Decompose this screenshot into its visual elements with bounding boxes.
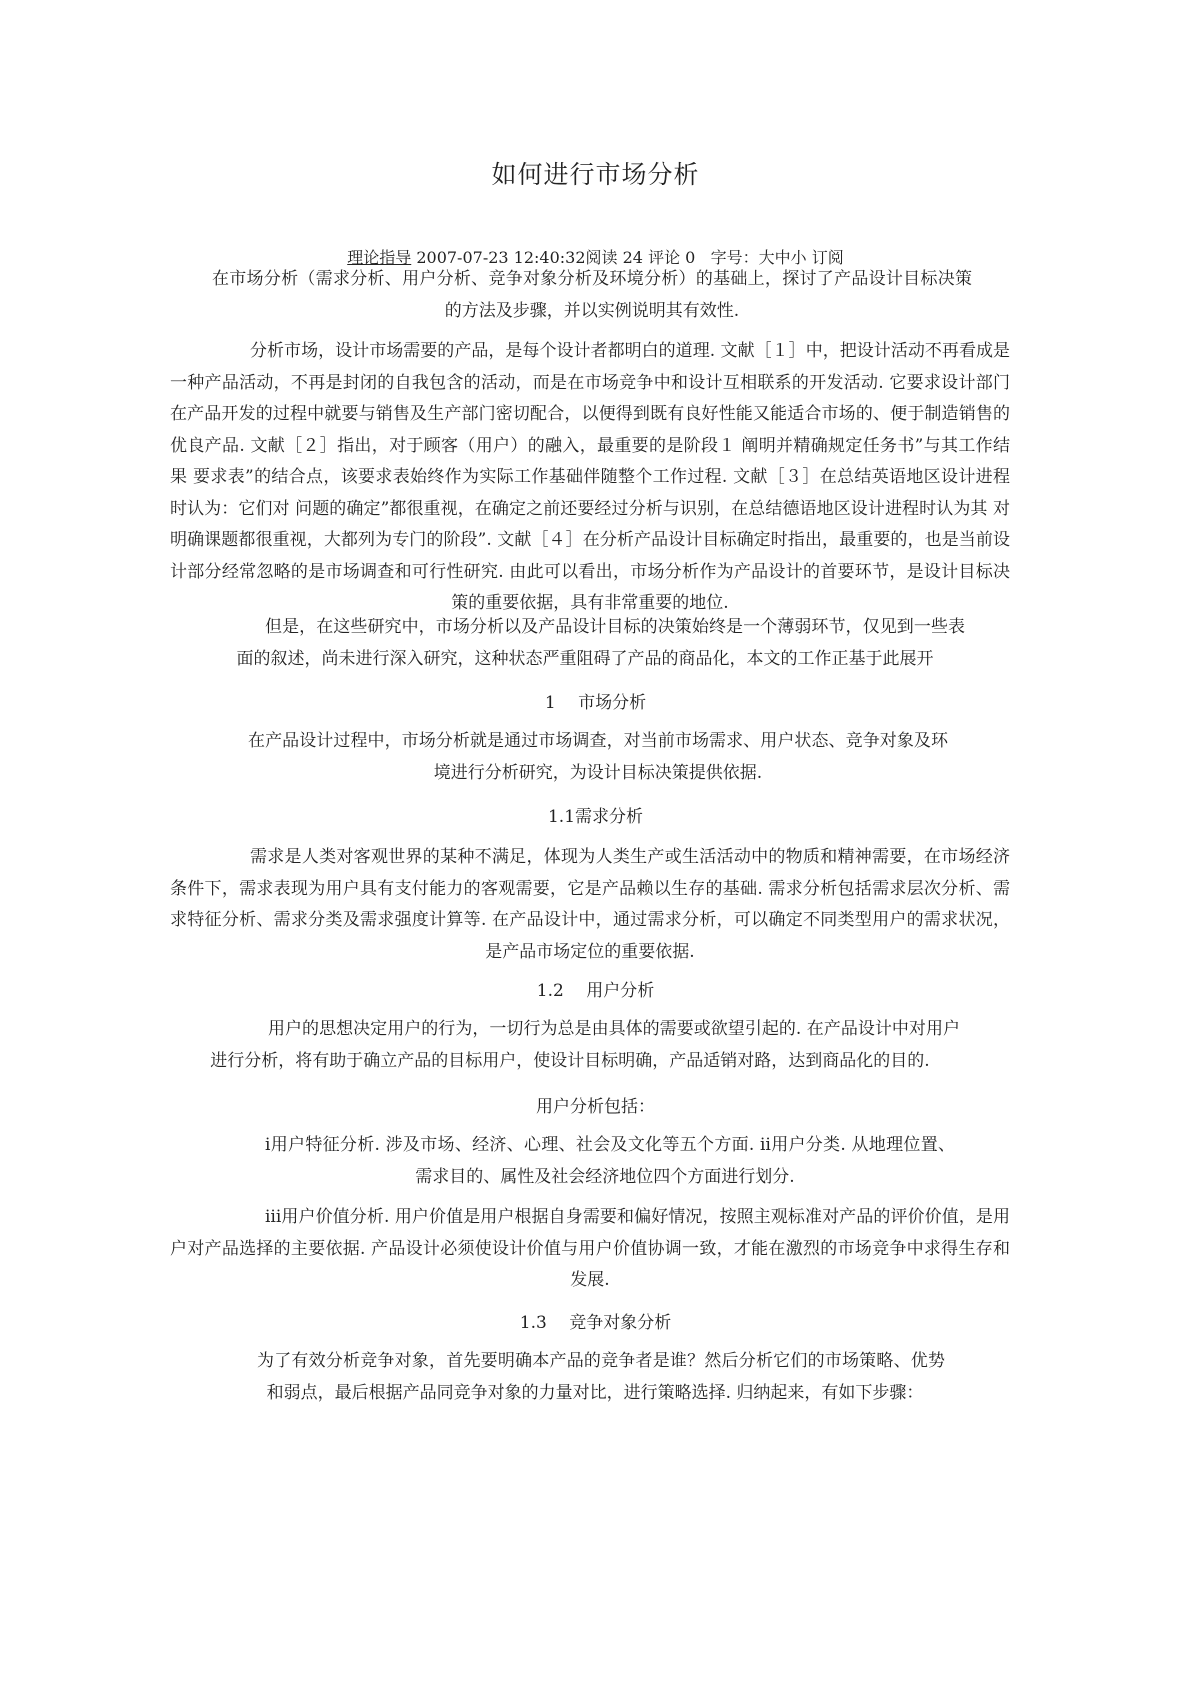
document-title: 如何进行市场分析 — [491, 160, 700, 189]
intro-paragraph-1: 分析市场，设计市场需要的产品，是每个设计者都明白的道理. 文献［１］中，把设计活动不再看成是一种产品活动，不再是封闭的自我包含的活动，而是在市场竞争中和设计互相联系的开发活动. 它要求设计部门在产品开发的过程中就要与销售及生产部门密切配合，以便得到既有良好性能又能适合市场的、便于制造销售的优良产品. 文献［２］指出，对于顾客（用户）的融入，最重要的是阶段１ 阐明并精确规定任务书”与其工作结果 要求表”的结合点，该要求表始终作为实际工作基础伴随整个工作过程. 文献［３］在总结英语地区设计进程时认为：它们对 问题的确定”都很重视，在确定之前还要经过分析与识别，在总结德语地区设计进程时认为其 对明确课题都很重视，大都列为专门的阶段”. 文献［４］在分析产品设计目标确定时指出，最重要的，也是当前设计部分经常忽略的是市场调查和可行性研究. 由此可以看出，市场分析作为产品设计的首要环节，是设计目标决策的重要依据，具有非常重要的地位. — [170, 341, 1010, 613]
author-link[interactable]: 理论指导 — [347, 248, 412, 267]
section-1-1-text: 需求是人类对客观世界的某种不满足，体现为人类生产或生活活动中的物质和精神需要，在市场经济条件下，需求表现为用户具有支付能力的客观需要，它是产品赖以生存的基础. 需求分析包括需求层次分析、需求特征分析、需求分类及需求强度计算等. 在产品设计中，通过需求分析，可以确定不同类型用户的需求状况，是产品市场定位的重要依据. — [170, 847, 1010, 962]
read-count: 阅读 24 — [585, 248, 643, 267]
section-1-text: 在产品设计过程中，市场分析就是通过市场调查，对当前市场需求、用户状态、竞争对象及环境进行分析研究，为设计目标决策提供依据. — [248, 731, 948, 783]
section-1-2-text: 用户的思想决定用户的行为，一切行为总是由具体的需要或欲望引起的. 在产品设计中对用户进行分析，将有助于确立产品的目标用户，使设计目标明确，产品适销对路，达到商品化的目的. — [210, 1019, 960, 1071]
user-analysis-item-1: ⅰ用户特征分析. 涉及市场、经济、心理、社会及文化等五个方面. ⅱ用户分类. 从地理位置、需求目的、属性及社会经济地位四个方面进行划分. — [265, 1135, 955, 1187]
section-1-2-heading: 1.2 用户分析 — [536, 981, 655, 1001]
subscribe-link[interactable]: 订阅 — [811, 248, 844, 267]
user-analysis-list-intro: 用户分析包括： — [536, 1097, 655, 1117]
section-1-1-heading: 1.1需求分析 — [547, 807, 644, 827]
font-size-label: 字号： — [710, 248, 759, 267]
abstract-paragraph: 在市场分析（需求分析、用户分析、竞争对象分析及环境分析）的基础上，探讨了产品设计目标决策的方法及步骤，并以实例说明其有效性. — [212, 269, 972, 321]
comment-count[interactable]: 评论 0 — [648, 248, 696, 267]
font-size-options[interactable]: 大中小 — [758, 248, 807, 267]
intro-paragraph-2: 但是，在这些研究中，市场分析以及产品设计目标的决策始终是一个薄弱环节，仅见到一些表面的叙述，尚未进行深入研究，这种状态严重阻碍了产品的商品化，本文的工作正基于此展开 — [236, 617, 965, 669]
section-1-3-text: 为了有效分析竞争对象，首先要明确本产品的竞争者是谁？然后分析它们的市场策略、优势和弱点，最后根据产品同竞争对象的力量对比，进行策略选择. 归纳起来，有如下步骤： — [257, 1351, 945, 1403]
post-datetime: 2007-07-23 12:40:32 — [416, 248, 586, 267]
section-1-3-heading: 1.3 竞争对象分析 — [519, 1313, 672, 1333]
user-analysis-item-2: ⅲ用户价值分析. 用户价值是用户根据自身需要和偏好情况，按照主观标准对产品的评价价值，是用户对产品选择的主要依据. 产品设计必须使设计价值与用户价值协调一致，才能在激烈的市场竞争中求得生存和发展. — [170, 1207, 1010, 1290]
section-1-heading: 1 市场分析 — [544, 693, 647, 713]
